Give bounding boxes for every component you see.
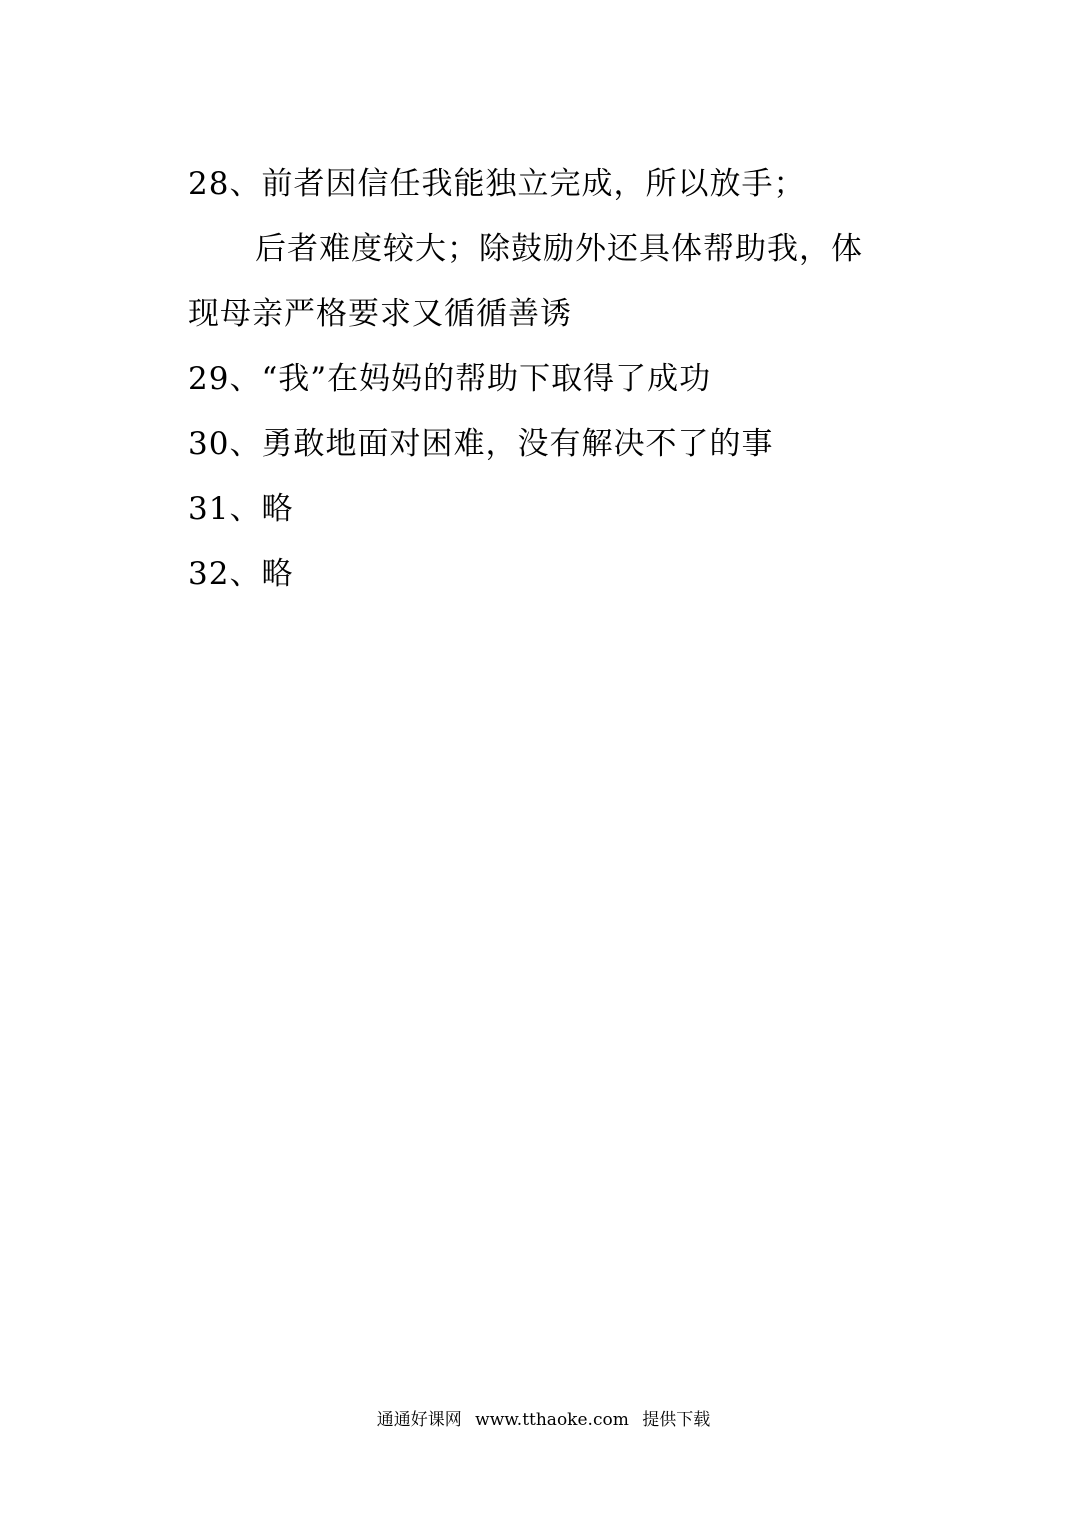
page-footer — [0, 1408, 1087, 1432]
answer-28-line-1: 28、前者因信任我能独立完成，所以放手； — [188, 166, 806, 202]
answer-31: 31、略 — [188, 491, 294, 527]
answer-30: 30、勇敢地面对困难，没有解决不了的事 — [188, 426, 774, 462]
footer-site-name: 通通好课网 — [376, 1410, 462, 1430]
answer-28-line-3: 现母亲严格要求又循循善诱 — [188, 296, 572, 332]
answer-32: 32、略 — [188, 556, 294, 592]
answer-28-line-2: 后者难度较大；除鼓励外还具体帮助我，体 — [255, 231, 863, 267]
footer-suffix: 提供下载 — [642, 1410, 711, 1430]
answer-29: 29、“我”在妈妈的帮助下取得了成功 — [188, 361, 712, 397]
footer-site-url[interactable]: www.tthaoke.com — [475, 1410, 629, 1430]
